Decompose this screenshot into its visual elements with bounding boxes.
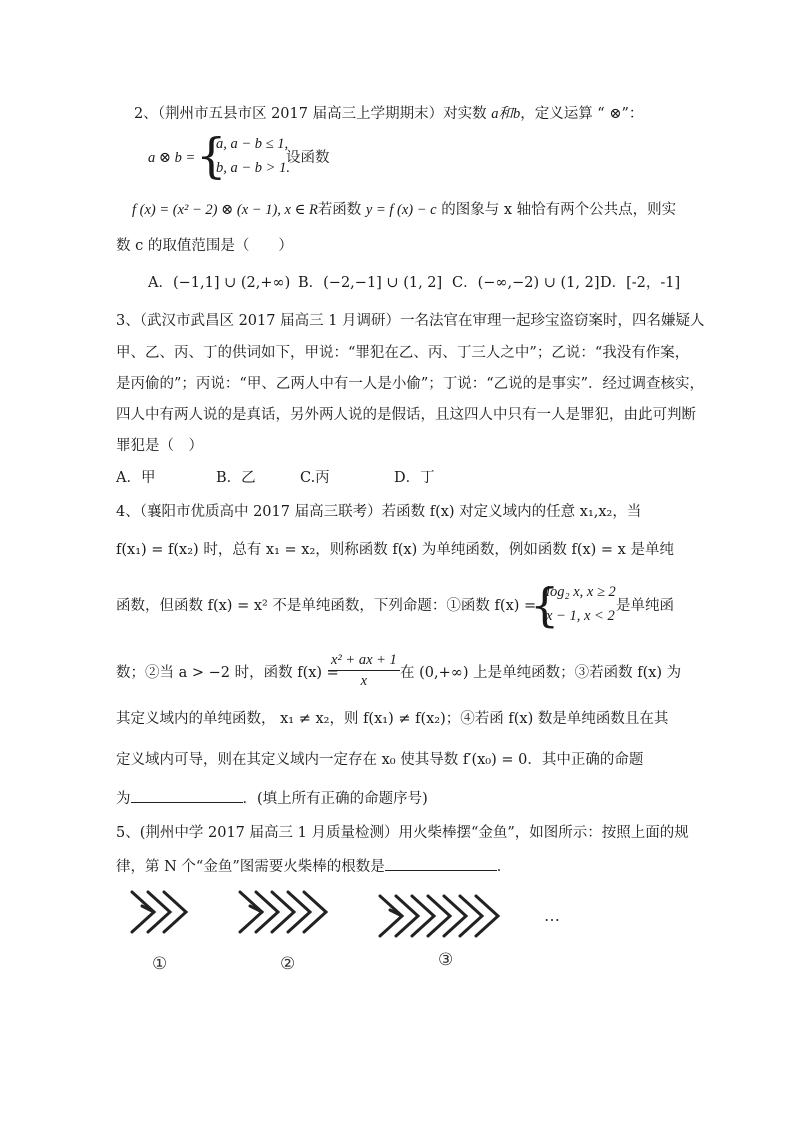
q2-option-c: C．(−∞,−2) ∪ (1, 2] xyxy=(452,275,600,291)
q2-f-def: f (x) = (x² − 2) ⊗ (x − 1), x ∈ R xyxy=(132,202,318,218)
goldfish-1-strokes xyxy=(132,892,186,932)
q4-line4-suffix: 在 (0,+∞) 上是单纯函数；③若函数 f(x) 为 xyxy=(400,665,682,681)
q3-option-c: C.丙 xyxy=(300,470,330,486)
q4-line5: 其定义域内的单纯函数， x₁ ≠ x₂，则 f(x₁) ≠ f(x₂)；④若函 f(x) 数是单纯函数且在其 xyxy=(116,711,669,727)
q5-line2 xyxy=(116,856,511,877)
q4-line3: 函数，但函数 f(x) = x² 不是单纯函数，下列命题：①函数 f(x) = xyxy=(116,598,537,614)
q4-line3-suffix: 是单纯函 xyxy=(616,598,674,614)
q4-line7 xyxy=(116,788,428,809)
q4-frac-denominator: x xyxy=(360,673,368,689)
goldfish-figure-3 xyxy=(376,890,516,950)
q3-line5: 罪犯是（ ） xyxy=(116,438,203,454)
q5-question: 律，第 N 个“金鱼”图需要火柴棒的根数是 xyxy=(116,859,385,875)
q2-option-d: D．[-2，-1] xyxy=(600,275,681,291)
q3-line4: 四人中有两人说的是真话，另外两人说的是假话，且这四人中只有一人是罪犯，由此可判断 xyxy=(116,407,696,423)
q4-fraction xyxy=(328,650,400,691)
q4-brace: { xyxy=(530,578,560,632)
q3-option-b: B．乙 xyxy=(216,470,256,486)
goldfish-3-strokes xyxy=(380,896,498,936)
q2-set-function: 设函数 xyxy=(286,150,330,166)
q4-answer-blank[interactable] xyxy=(131,788,243,803)
q5-period: ． xyxy=(496,859,512,875)
q4-case2: x − 1, x < 2 xyxy=(546,608,615,624)
q2-brace: { xyxy=(196,128,227,184)
q2-intro: 2、（荆州市五县市区 2017 届高三上学期期末）对实数 xyxy=(134,106,492,122)
goldfish-figure-2 xyxy=(236,886,336,946)
q2-option-b: B．(−2,−1] ∪ (1, 2] xyxy=(298,275,443,291)
q3-line2: 甲、乙、丙、丁的供词如下，甲说：“罪犯在乙、丙、丁三人之中”；乙说：“我没有作案， xyxy=(116,345,690,361)
q2-case2: b, a − b > 1. xyxy=(216,160,290,176)
q2-y-def: y = f (x) − c xyxy=(365,202,437,218)
q3-line1: 3、（武汉市武昌区 2017 届高三 1 月调研）一名法官在审理一起珍宝盗窃案时，四名嫌疑人 xyxy=(116,313,705,329)
q2-line4: 数 c 的取值范围是（ ） xyxy=(116,238,293,254)
q3-option-a: A．甲 xyxy=(116,470,156,486)
q2-if: 若函数 xyxy=(317,202,366,218)
q4-line6: 定义域内可导，则在其定义域内一定存在 x₀ 使其导数 f′(x₀) = 0．其中正确的命题 xyxy=(116,752,644,768)
q3-line3: 是丙偷的”；丙说：“甲、乙两人中有一人是小偷”；丁说：“乙说的是事实”．经过调查核实， xyxy=(116,376,705,392)
goldfish-label-3: ③ xyxy=(438,950,454,970)
goldfish-label-1: ① xyxy=(152,954,168,974)
q3-option-d: D．丁 xyxy=(394,470,435,486)
q5-line1: 5、(荆州中学 2017 届高三 1 月质量检测）用火柴棒摆“金鱼”，如图所示：按照上面的规 xyxy=(116,825,689,841)
q4-frac-numerator: x² + ax + 1 xyxy=(328,650,400,671)
q4-case1: log₂ x, x ≥ 2 xyxy=(546,584,616,600)
q2-case1: a, a − b ≤ 1, xyxy=(216,136,289,152)
q5-answer-blank[interactable] xyxy=(385,856,497,871)
q2-operator-def: ，定义运算 “ ⊗”： xyxy=(520,106,644,122)
q4-line4-prefix: 数；②当 a > −2 时，函数 f(x) = xyxy=(116,665,339,681)
q2-condition: 的图象与 x 轴恰有两个公共点，则实 xyxy=(436,202,677,218)
goldfish-2-strokes xyxy=(240,892,326,932)
q2-ab: a和b xyxy=(491,106,521,122)
goldfish-figure-1 xyxy=(128,886,198,946)
goldfish-ellipsis: … xyxy=(544,906,561,925)
q2-op-lhs: a ⊗ b = xyxy=(148,150,196,166)
q4-answer-prefix: 为 xyxy=(116,791,131,807)
q2-line3 xyxy=(132,200,676,220)
q4-line1: 4、（襄阳市优质高中 2017 届高三联考）若函数 f(x) 对定义域内的任意 x₁,x₂，当 xyxy=(116,504,642,520)
q4-line2: f(x₁) = f(x₂) 时，总有 x₁ = x₂，则称函数 f(x) 为单纯函数，例如函数 f(x) = x 是单纯 xyxy=(116,542,674,558)
q4-answer-hint: ．(填上所有正确的命题序号) xyxy=(242,791,428,807)
q2-option-a: A．(−1,1] ∪ (2,+∞) xyxy=(148,275,291,291)
goldfish-label-2: ② xyxy=(280,954,296,974)
q2-line1 xyxy=(134,104,643,124)
